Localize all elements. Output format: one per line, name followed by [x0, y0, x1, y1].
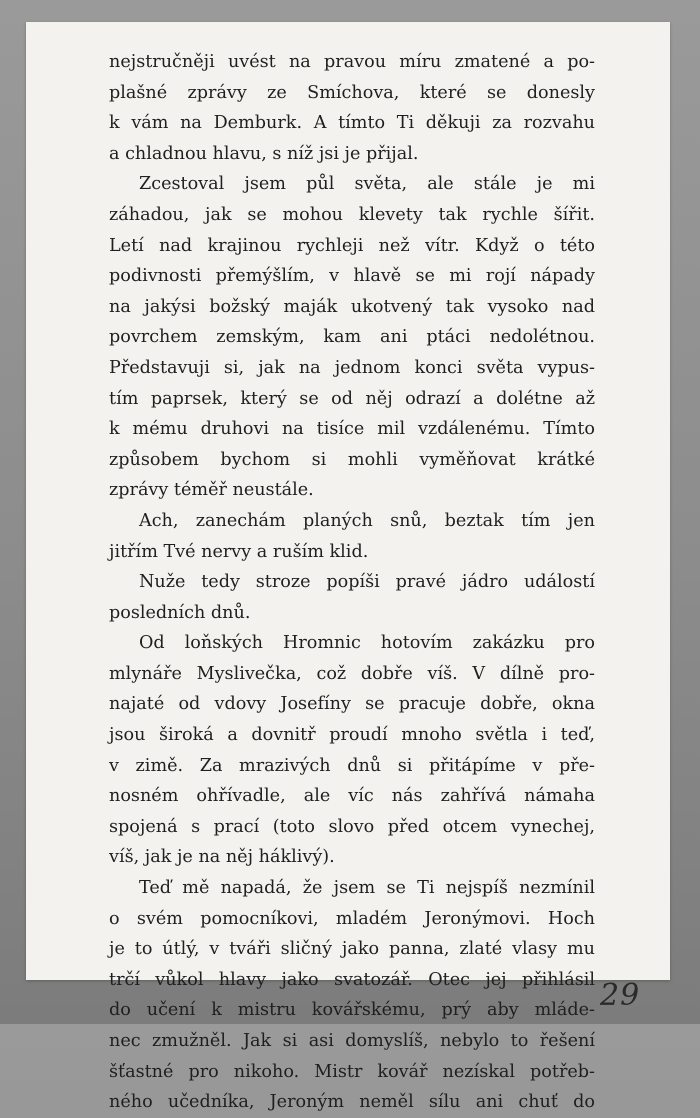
- text-line: víš, jak je na něj háklivý).: [109, 847, 335, 868]
- text-line: Od loňských Hromnic hotovím zakázku pro: [139, 633, 595, 654]
- text-line: a chladnou hlavu, s níž jsi je přijal.: [109, 143, 419, 164]
- page-number: 29: [600, 978, 641, 1013]
- text-line: najaté od vdovy Josefíny se pracuje dobře, okna: [109, 694, 595, 715]
- text-line: v zimě. Za mrazivých dnů si přitápíme v pře-: [109, 755, 595, 776]
- paragraph: [109, 567, 595, 628]
- page-text: [109, 47, 595, 1118]
- text-line: posledních dnů.: [109, 602, 251, 623]
- text-line: plašné zprávy ze Smíchova, které se donesly: [109, 82, 595, 103]
- text-line: nec zmužněl. Jak si asi domyslíš, nebylo to řešení: [109, 1031, 595, 1051]
- text-line: záhadou, jak se mohou klevety tak rychle šířit.: [109, 204, 595, 225]
- text-line: Ach, zanechám planých snů, beztak tím jen: [139, 510, 595, 531]
- text-line: tím paprsek, který se od něj odrazí a dolétne až: [109, 388, 595, 409]
- paragraph: [109, 506, 595, 567]
- text-line: ného učedníka, Jeroným neměl sílu ani chuť do: [109, 1092, 595, 1113]
- text-line: na jakýsi božský maják ukotvený tak vysoko nad: [109, 296, 595, 317]
- text-line: jsou široká a dovnitř proudí mnoho světla i teď,: [109, 725, 595, 746]
- text-line: Nuže tedy stroze popíši pravé jádro událostí: [139, 572, 595, 593]
- text-line: spojená s prací (toto slovo před otcem vynechej,: [109, 816, 595, 837]
- text-line: Představuji si, jak na jednom konci světa vypus-: [109, 357, 595, 378]
- text-line: způsobem bychom si mohli vyměňovat krátké: [109, 449, 595, 470]
- paragraph: [109, 628, 595, 873]
- paragraph: [109, 169, 595, 506]
- text-line: šťastné pro nikoho. Mistr kovář nezískal potřeb-: [109, 1061, 595, 1082]
- paragraph: [109, 873, 595, 1118]
- text-line: o svém pomocníkovi, mladém Jeronýmovi. Hoch: [109, 908, 595, 929]
- text-line: nosném ohřívadle, ale víc nás zahřívá námaha: [109, 786, 595, 807]
- text-line: jitřím Tvé nervy a ruším klid.: [109, 541, 369, 562]
- text-line: k vám na Demburk. A tímto Ti děkuji za rozvahu: [109, 113, 595, 134]
- text-line: do učení k mistru kovářskému, prý aby mláde-: [109, 1000, 595, 1021]
- text-line: nejstručněji uvést na pravou míru zmatené a po-: [109, 52, 595, 72]
- text-line: mlynáře Myslivečka, což dobře víš. V dílně pro-: [109, 663, 595, 684]
- text-line: Zcestoval jsem půl světa, ale stále je mi: [139, 174, 595, 195]
- paragraph: [109, 47, 595, 169]
- text-line: Letí nad krajinou rychleji než vítr. Když o této: [109, 235, 595, 256]
- text-line: k mému druhovi na tisíce mil vzdálenému. Tímto: [109, 419, 595, 440]
- text-line: trčí vůkol hlavy jako svatozář. Otec jej přihlásil: [109, 969, 595, 990]
- text-line: podivnosti přemýšlím, v hlavě se mi rojí nápady: [109, 266, 595, 287]
- text-line: Teď mě napadá, že jsem se Ti nejspíš nezmínil: [139, 878, 595, 899]
- text-line: je to útlý, v tváři sličný jako panna, zlaté vlasy mu: [109, 939, 595, 960]
- text-line: povrchem zemským, kam ani ptáci nedolétnou.: [109, 327, 595, 348]
- text-line: zprávy téměř neustále.: [109, 480, 314, 501]
